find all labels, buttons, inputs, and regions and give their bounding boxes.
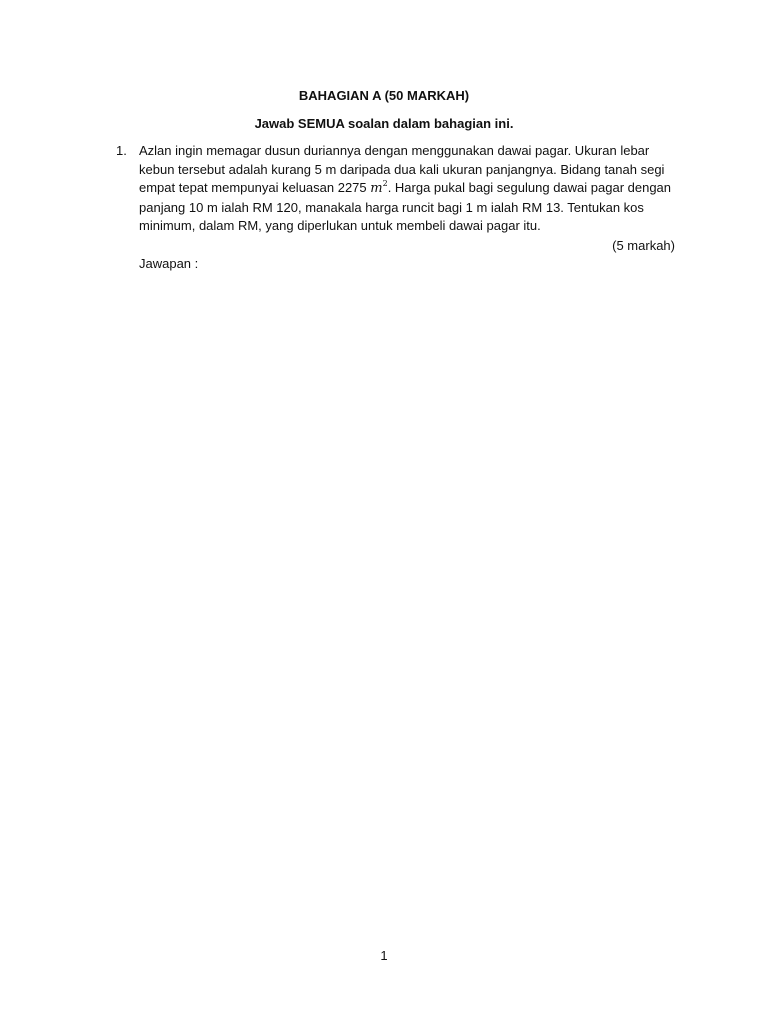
area-unit-base: m [370,181,383,196]
question-line-1: Azlan ingin memagar dusun duriannya dengan menggunakan dawai pagar. Ukuran lebar [139,143,650,158]
question-1 [116,142,676,274]
question-line-3-end: . Harga pukal bagi segulung dawai pagar dengan [387,180,672,195]
question-line-3-start: empat tepat mempunyai keluasan 2275 [139,180,371,195]
question-marks: (5 markah) [612,237,675,253]
area-unit-exponent: 2 [382,179,388,188]
area-unit [370,181,387,196]
answer-label: Jawapan : [139,256,199,271]
page-number: 1 [380,948,388,963]
question-body [139,142,676,274]
section-title: BAHAGIAN A (50 MARKAH) [298,88,470,103]
question-line-4: panjang 10 m ialah RM 120, manakala harga runcit bagi 1 m ialah RM 13. Tentukan kos [139,199,644,215]
section-instruction: Jawab SEMUA soalan dalam bahagian ini. [254,116,514,131]
question-line-5: minimum, dalam RM, yang diperlukan untuk membeli dawai pagar itu. [139,218,541,233]
question-line-3 [139,179,676,199]
question-number: 1. [116,143,127,158]
question-line-2: kebun tersebut adalah kurang 5 m daripada dua kali ukuran panjangnya. Bidang tanah segi [139,161,665,177]
